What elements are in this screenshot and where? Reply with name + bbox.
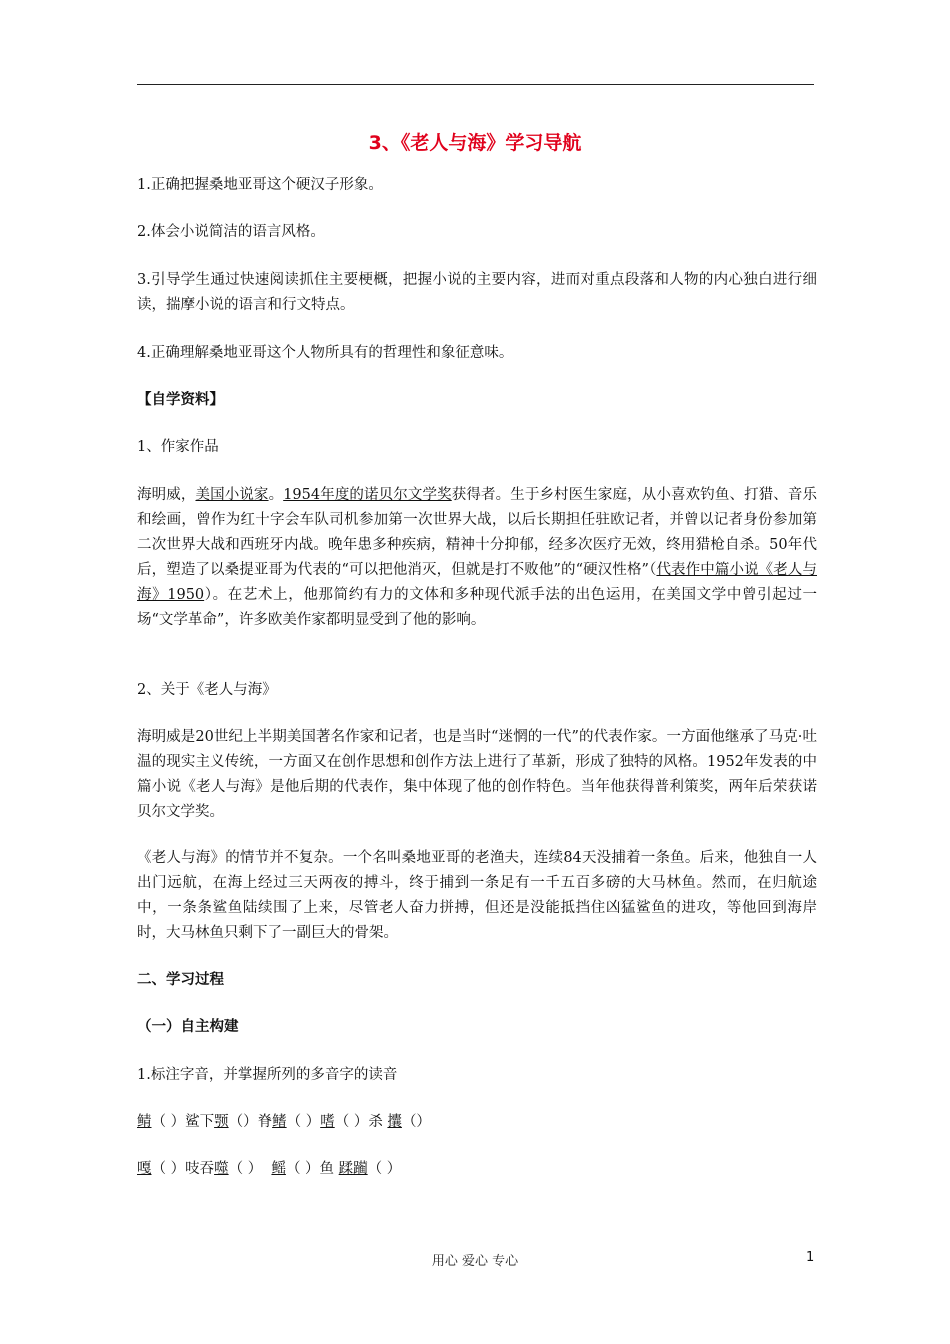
- about-paragraph-1: 海明威是20世纪上半期美国著名作家和记者，也是当时“迷惘的一代”的代表作家。一方面他继承了马克·吐温的现实主义传统，一方面又在创作思想和创作方法上进行了革新，形成了独特的风格。1952年发表的中篇小说《老人与海》是他后期的代表作，集中体现了他的创作特色。当年他获得普利策奖，两年后荣获诺贝尔文学奖。: [137, 729, 817, 820]
- pinyin-line-2: 嘎（ ）吱吞噬（ ） 鳐（ ）鱼 蹂躏（ ）: [137, 1161, 402, 1177]
- goal-4: 4.正确理解桑地亚哥这个人物所具有的哲理性和象征意味。: [137, 345, 514, 361]
- page-number: 1: [806, 1250, 815, 1265]
- goal-2: 2.体会小说简洁的语言风格。: [137, 224, 325, 240]
- author-paragraph: 海明威，美国小说家。1954年度的诺贝尔文学奖获得者。生于乡村医生家庭，从小喜欢钓鱼、打猎、音乐和绘画，曾作为红十字会车队司机参加第一次世界大战，以后长期担任驻欧记者，并曾以记者身份参加第二次世界大战和西班牙内战。晚年患多种疾病，精神十分抑郁，经多次医疗无效，终用猎枪自杀。50年代后，塑造了以桑提亚哥为代表的“可以把他消灭，但就是打不败他”的“硬汉性格”（代表作中篇小说《老人与海》1950）。在艺术上，他那简约有力的文体和多种现代派手法的出色运用，在美国文学中曾引起过一场“文学革命”，许多欧美作家都明显受到了他的影响。: [137, 487, 818, 628]
- link-masterpiece: 代表作中篇小说《老人与海》1950: [137, 562, 817, 603]
- page-title: 3、《老人与海》学习导航: [368, 132, 582, 154]
- about-heading: 2、关于《老人与海》: [137, 682, 277, 698]
- goal-1: 1.正确把握桑地亚哥这个硬汉子形象。: [137, 177, 383, 193]
- goal-3: 3.引导学生通过快速阅读抓住主要梗概，把握小说的主要内容，进而对重点段落和人物的内心独白进行细读，揣摩小说的语言和行文特点。: [137, 272, 817, 313]
- about-paragraph-2: 《老人与海》的情节并不复杂。一个名叫桑地亚哥的老渔夫，连续84天没捕着一条鱼。后来，他独自一人出门远航，在海上经过三天两夜的搏斗，终于捕到一条足有一千五百多磅的大马林鱼。然而，在归航途中，一条条鲨鱼陆续围了上来，尽管老人奋力拼搏，但还是没能抵挡住凶猛鲨鱼的进攻，等他回到海岸时，大马林鱼只剩下了一副巨大的骨架。: [137, 850, 817, 941]
- pinyin-line-1: 鲭（ ）鲨下颚（）脊鳍（ ）嗜（ ）杀 攮（）: [137, 1114, 431, 1130]
- link-american-novelist: 美国小说家: [195, 487, 269, 503]
- self-study-heading: 【自学资料】: [137, 392, 224, 408]
- author-heading: 1、作家作品: [137, 439, 219, 455]
- link-nobel-1954: 1954年度的诺贝尔文学奖: [283, 487, 452, 503]
- process-heading: 二、学习过程: [137, 972, 224, 988]
- pinyin-task: 1.标注字音，并掌握所列的多音字的读音: [137, 1067, 398, 1083]
- construct-heading: （一）自主构建: [137, 1019, 239, 1035]
- header-rule: [137, 84, 814, 85]
- footer-text: 用心 爱心 专心: [431, 1254, 519, 1269]
